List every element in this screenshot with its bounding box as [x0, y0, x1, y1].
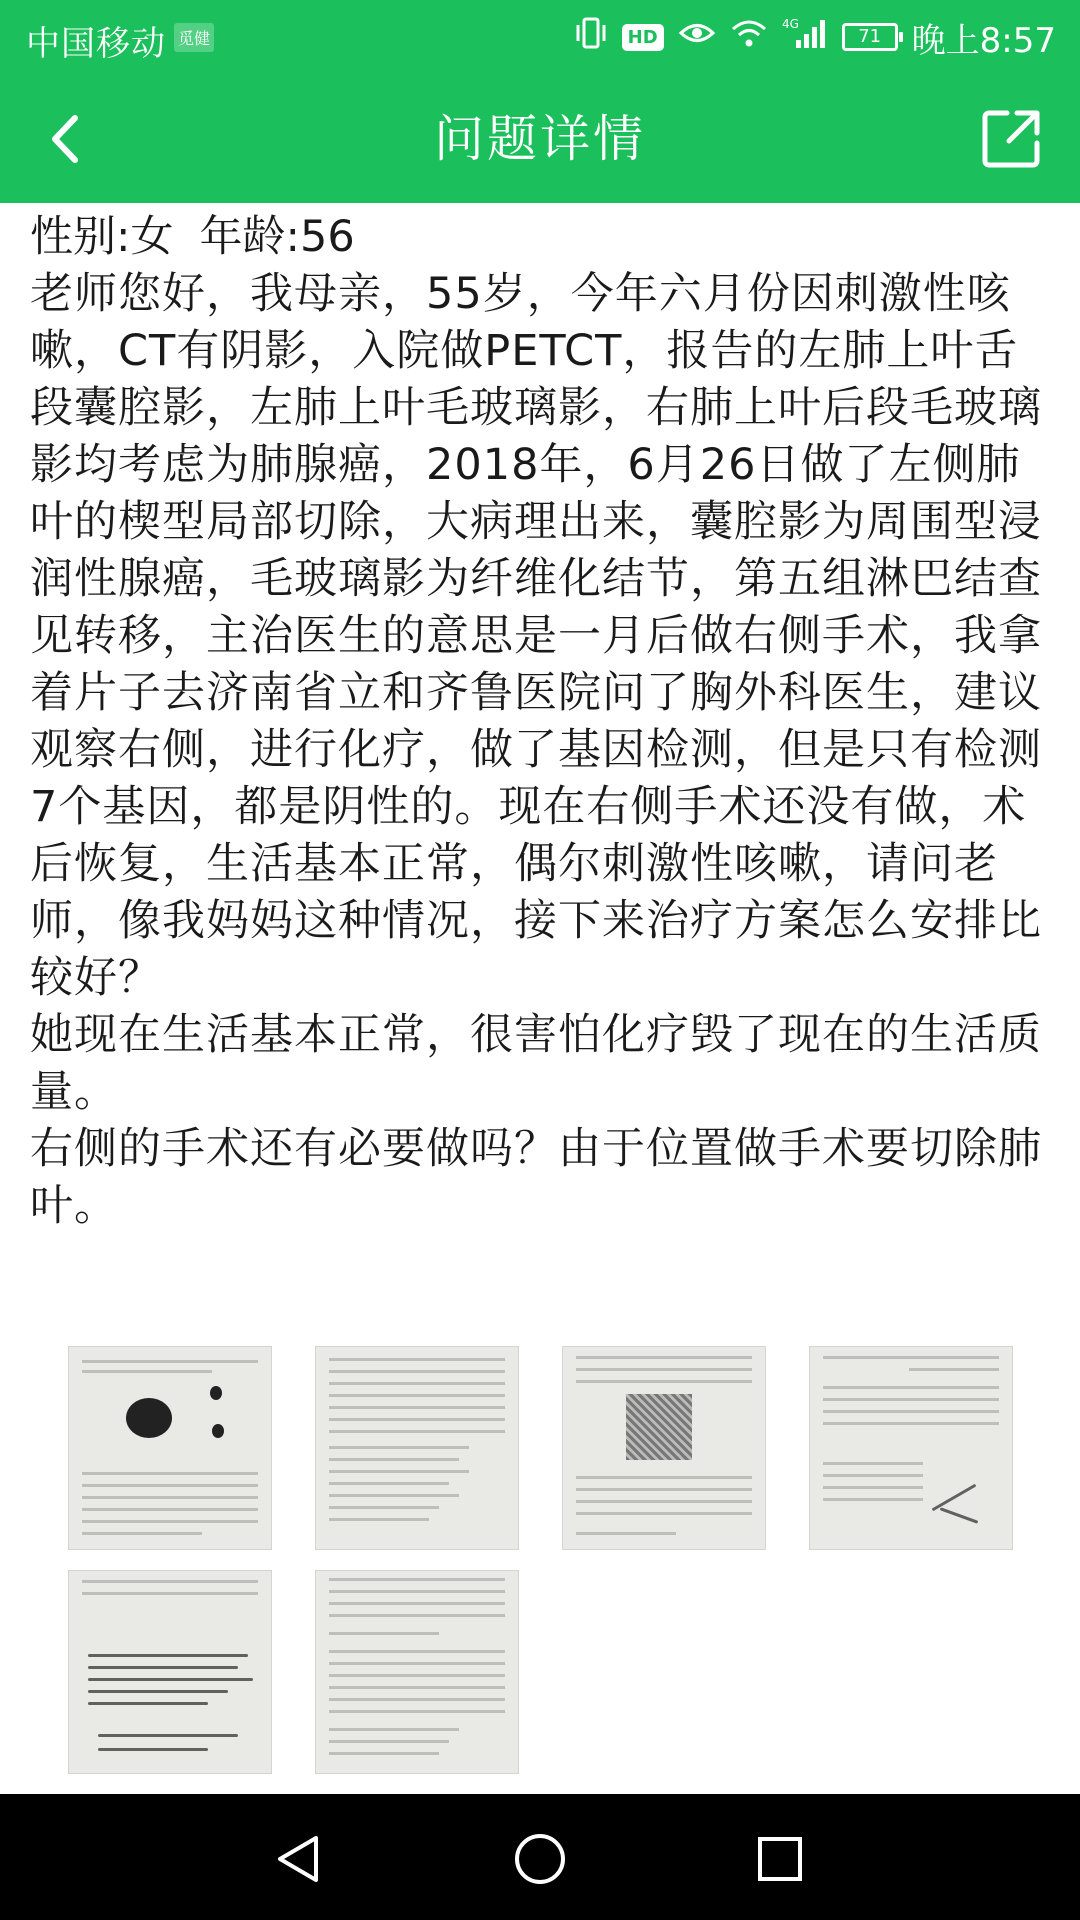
question-paragraph: 右侧的手术还有必要做吗？由于位置做手术要切除肺叶。 [30, 1124, 1042, 1231]
question-paragraph: 老师您好，我母亲，55岁，今年六月份因刺激性咳嗽，CT有阴影，入院做PETCT，报告的左肺上叶舌段囊腔影，左肺上叶毛玻璃影，右肺上叶后段毛玻璃影均考虑为肺腺癌，2018年，6月26日做了左侧肺叶的楔型局部切除，大病理出来，囊腔影为周围型浸润性腺癌，毛玻璃影为纤维化结节，第五组淋巴结查见转移，主治医生的意思是一月后做右侧手术，我拿着片子去济南省立和齐鲁医院问了胸外科医生，建议观察右侧，进行化疗，做了基因检测，但是只有检测7个基因，都是阴性的。现在右侧手术还没有做，术后恢复，生活基本正常，偶尔刺激性咳嗽，请问老师，像我妈妈这种情况，接下来治疗方案怎么安排比较好？ [30, 269, 1042, 1003]
system-navigation-bar [0, 1794, 1080, 1920]
attachment-thumbnail[interactable] [315, 1570, 519, 1774]
nav-recents-button[interactable] [745, 1824, 815, 1894]
attachment-gallery [68, 1346, 1018, 1774]
back-triangle-icon [272, 1832, 326, 1886]
attachment-thumbnail[interactable] [68, 1570, 272, 1774]
app-header [0, 74, 1080, 203]
carrier-badge: 觅健 [174, 23, 214, 52]
status-bar [0, 0, 1080, 74]
wifi-icon [730, 17, 768, 57]
hd-voice-icon: HD [622, 24, 664, 51]
clock: 晚上8:57 [911, 20, 1056, 61]
patient-info [30, 212, 1055, 262]
battery-icon [842, 23, 898, 51]
question-paragraph: 她现在生活基本正常，很害怕化疗毁了现在的生活质量。 [30, 1010, 1042, 1117]
status-icons [574, 14, 1056, 60]
attachment-thumbnail[interactable] [562, 1346, 766, 1550]
eye-comfort-icon [678, 17, 716, 57]
question-content [30, 212, 1055, 1235]
network-type: 4G [781, 16, 799, 31]
nav-home-button[interactable] [505, 1824, 575, 1894]
battery-level: 71 [858, 26, 882, 47]
page-title: 问题详情 [434, 110, 646, 168]
share-button[interactable] [976, 104, 1046, 174]
carrier-name: 中国移动 [26, 24, 166, 64]
share-external-icon [979, 107, 1043, 171]
recents-square-icon [754, 1833, 806, 1885]
top-bar [0, 0, 1080, 203]
attachment-thumbnail[interactable] [809, 1346, 1013, 1550]
signal-icon [782, 16, 828, 59]
home-circle-icon [512, 1831, 568, 1887]
attachment-thumbnail[interactable] [315, 1346, 519, 1550]
patient-age: 年龄:56 [199, 212, 355, 262]
vibrate-icon [574, 15, 608, 60]
patient-gender: 性别:女 [30, 212, 174, 262]
nav-back-button[interactable] [264, 1824, 334, 1894]
attachment-thumbnail[interactable] [68, 1346, 272, 1550]
